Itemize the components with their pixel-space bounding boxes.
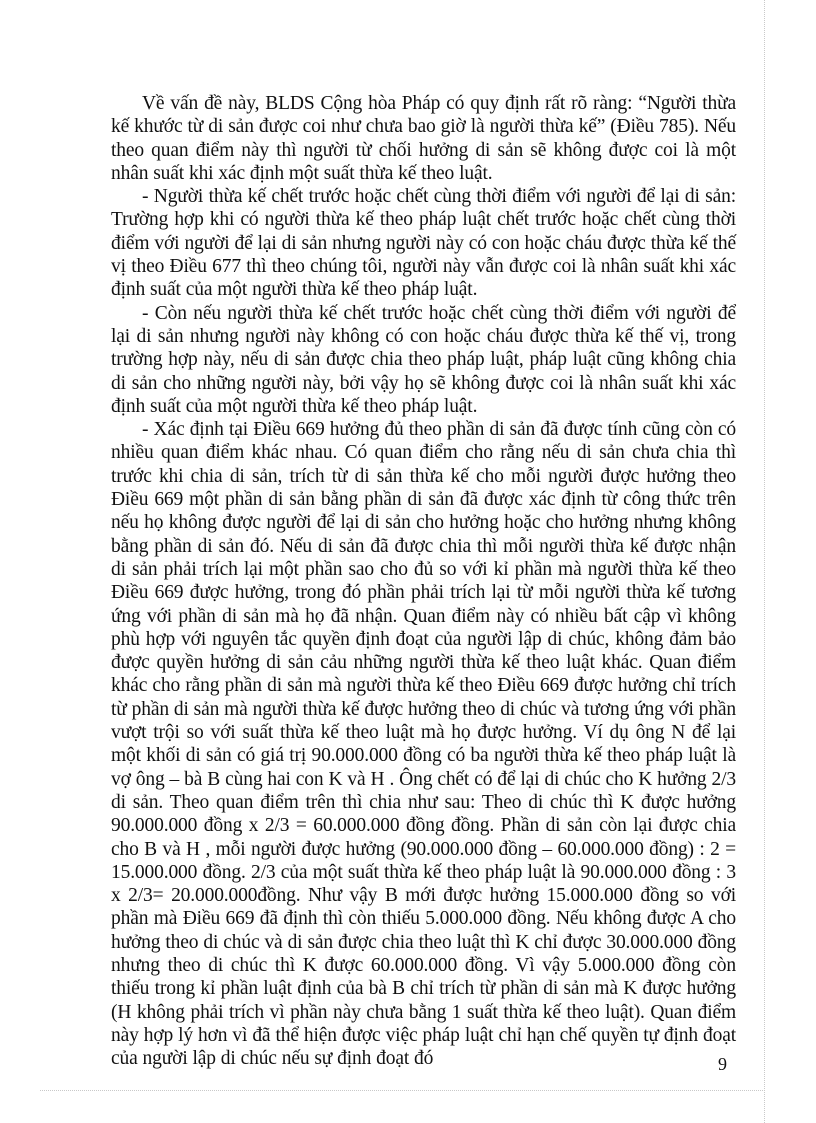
right-margin-rule xyxy=(764,0,765,1123)
page-number: 9 xyxy=(718,1054,727,1074)
paragraph-heir-died-without-substitute: - Còn nếu người thừa kế chết trước hoặc chết cùng thời điểm với người để lại di sản nhưng người này không có con hoặc cháu được thừa kế thế vị, trong trường hợp này, nếu di sản được chia theo pháp luật, pháp luật cũng không chia di sản cho những người này, bởi vậy họ sẽ không được coi là nhân suất khi xác định suất của một người thừa kế theo pháp luật. xyxy=(111,302,736,417)
paragraph-heir-died-with-substitute: - Người thừa kế chết trước hoặc chết cùng thời điểm với người để lại di sản: Trường hợp khi có người thừa kế theo pháp luật chết trước hoặc chết cùng thời điểm với người để lại di sản nhưng người này có con hoặc cháu được thừa kế thế vị theo Điều 677 thì theo chúng tôi, người này vẫn được coi là nhân suất khi xác định suất của một người thừa kế theo pháp luật. xyxy=(111,186,736,301)
bottom-margin-rule xyxy=(40,1090,765,1091)
body-text xyxy=(111,92,736,1070)
paragraph-article-669: - Xác định tại Điều 669 hưởng đủ theo phần di sản đã được tính cũng còn có nhiều quan điểm khác nhau. Có quan điểm cho rằng nếu di sản chưa chia thì trước khi chia di sản, trích từ di sản thừa kế cho mỗi người được hưởng theo Điều 669 một phần di sản bằng phần di sản đã được xác định từ công thức trên nếu họ không được người để lại di sản cho hưởng hoặc cho hưởng nhưng không bằng phần di sản đó. Nếu di sản đã được chia thì mỗi người thừa kế được nhận di sản phải trích lại một phần sao cho đủ so với kỉ phần mà người thừa kế theo Điều 669 được hưởng, trong đó phần phải trích lại từ mỗi người thừa kế tương ứng với phần di sản mà họ đã nhận. Quan điểm này có nhiều bất cập vì không phù hợp với nguyên tắc quyền định đoạt của người lập di chúc, không đảm bảo được quyền hưởng di sản cảu những người thừa kế theo luật khác. Quan điểm khác cho rằng phần di sản mà người thừa kế theo Điều 669 được hưởng chỉ trích từ phần di sản mà người thừa kế được hưởng theo di chúc và tương ứng với phần vượt trội so với suất thừa kế theo luật mà họ được hưởng. Ví dụ ông N để lại một khối di sản có giá trị 90.000.000 đồng có ba người thừa kế theo pháp luật là vợ ông – bà B cùng hai con K và H . Ông chết có để lại di chúc cho K hưởng 2/3 di sản. Theo quan điểm trên thì chia như sau: Theo di chúc thì K được hưởng 90.000.000 đồng x 2/3 = 60.000.000 đồng đồng. Phần di sản còn lại được chia cho B và H , mỗi người được hưởng (90.000.000 đồng – 60.000.000 đồng) : 2 = 15.000.000 đồng. 2/3 của một suất thừa kế theo pháp luật là 90.000.000 đồng : 3 x 2/3= 20.000.000đồng. Như vậy B mới được hưởng 15.000.000 đồng so với phần mà Điều 669 đã định thì còn thiếu 5.000.000 đồng. Nếu không được A cho hưởng theo di chúc và di sản được chia theo luật thì K chỉ được 30.000.000 đồng nhưng theo di chúc thì K được 60.000.000 đồng. Vì vậy 5.000.000 đồng còn thiếu trong kỉ phần luật định của bà B chỉ trích từ phần di sản mà K được hưởng (H không phải trích vì phần này chưa bằng 1 suất thừa kế theo luật). Quan điểm này hợp lý hơn vì đã thể hiện được việc pháp luật chỉ hạn chế quyền tự định đoạt của người lập di chúc nếu sự định đoạt đó xyxy=(111,419,736,1070)
paragraph-intro: Về vấn đề này, BLDS Cộng hòa Pháp có quy định rất rõ ràng: “Người thừa kế khước từ di sản được coi như chưa bao giờ là người thừa kế” (Điều 785). Nếu theo quan điểm này thì người từ chối hưởng di sản sẽ không được coi là một nhân suất khi xác định một suất thừa kế theo luật. xyxy=(111,93,736,184)
